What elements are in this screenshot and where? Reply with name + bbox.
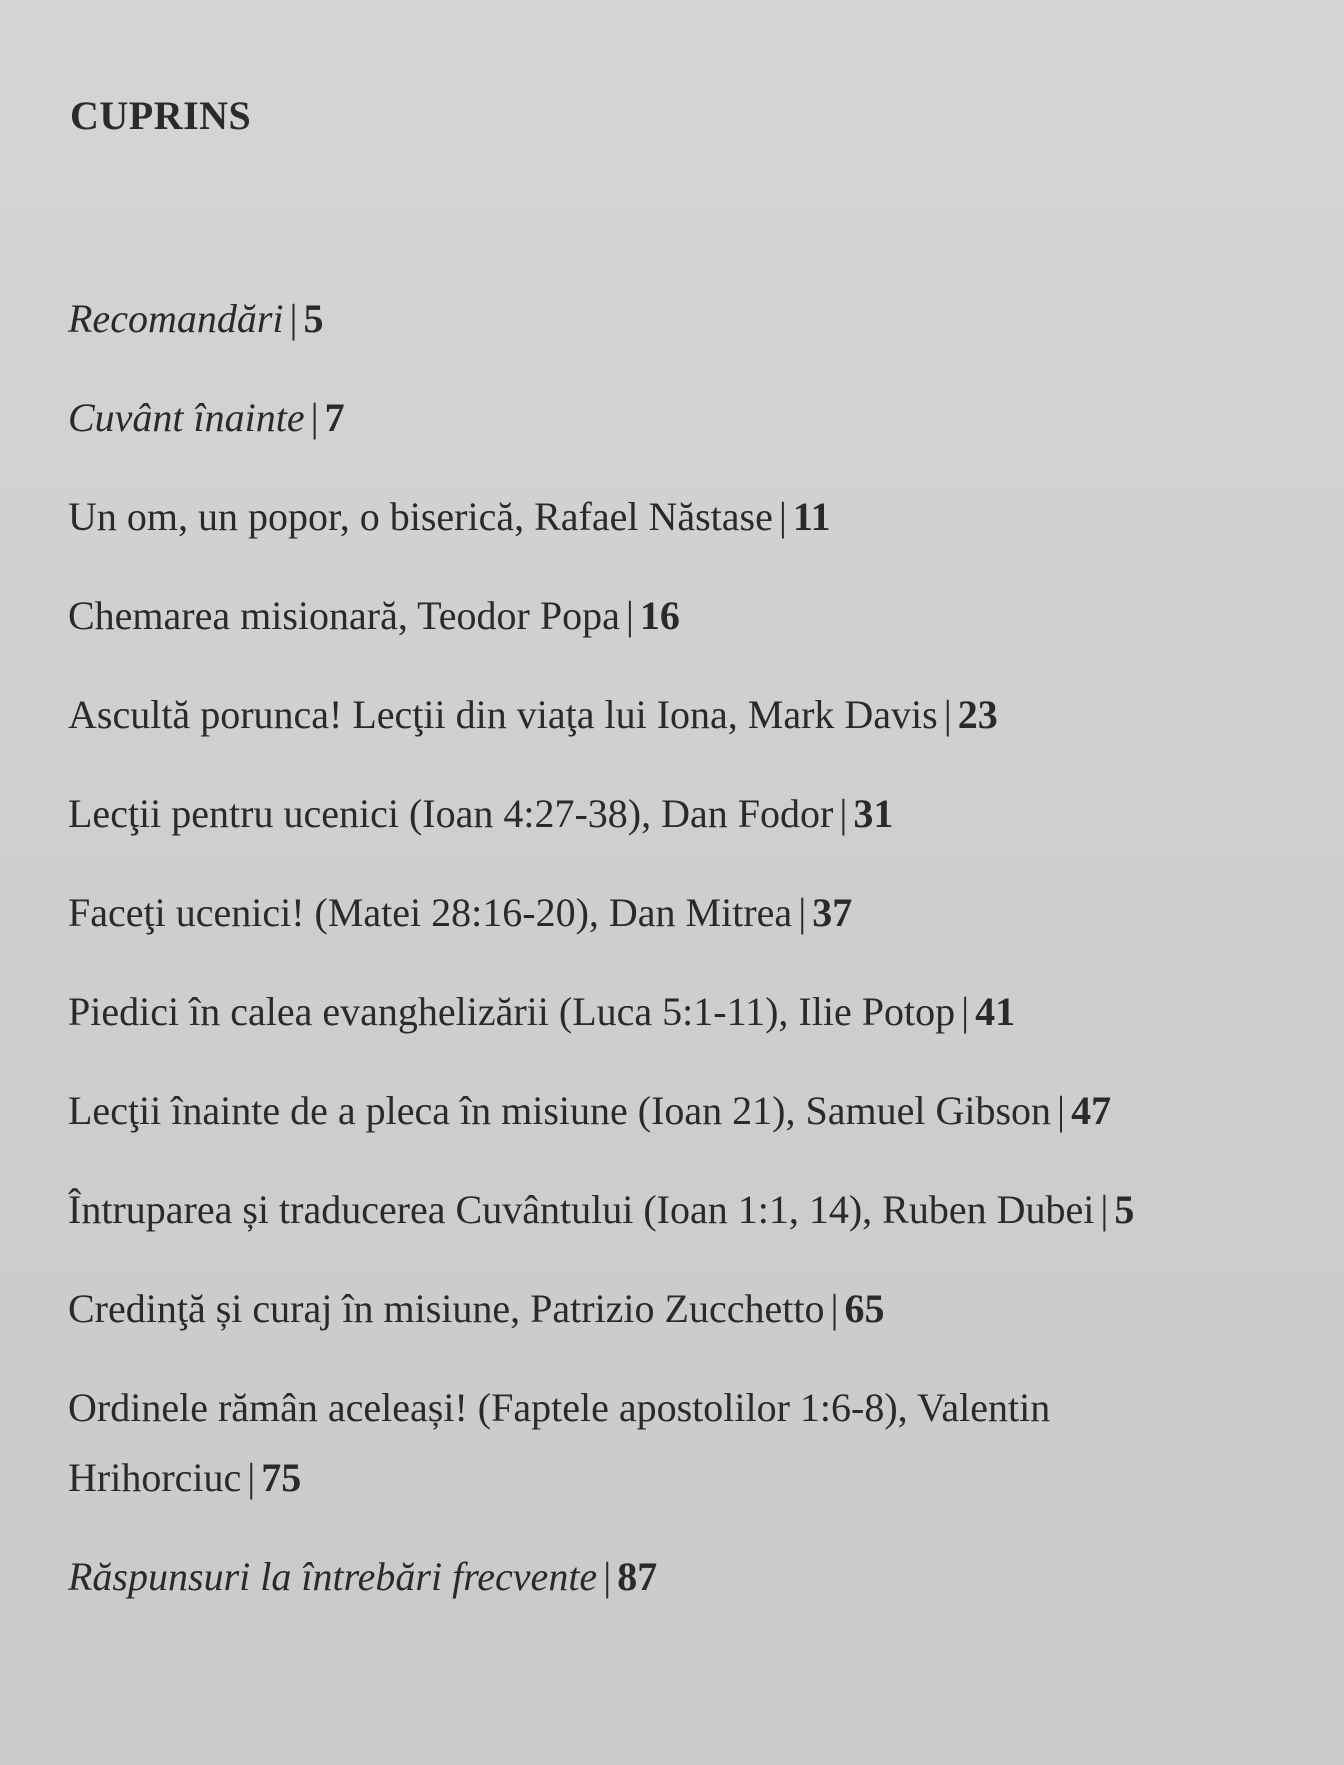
toc-page-number: 37 (812, 890, 853, 935)
toc-entry-title: Ordinele rămân aceleași! (Faptele apostolilor 1:6-8), Valentin Hrihorciuc (68, 1385, 1051, 1500)
toc-page-number: 5 (1114, 1187, 1135, 1232)
toc-page-number: 31 (853, 791, 894, 836)
toc-separator: | (830, 1286, 839, 1331)
toc-entry (68, 581, 1344, 651)
toc-entry (68, 383, 1344, 453)
toc-page-number: 7 (324, 395, 345, 440)
toc-page-number: 16 (639, 593, 680, 638)
toc-page-number: 11 (792, 494, 831, 539)
toc-entry-title: Întruparea și traducerea Cuvântului (Ioan 1:1, 14), Ruben Dubei (68, 1187, 1095, 1232)
toc-page-number: 87 (617, 1554, 658, 1599)
toc-page-number: 23 (957, 692, 998, 737)
toc-heading: CUPRINS (70, 93, 252, 138)
toc-entry-title: Lecţii înainte de a pleca în misiune (Ioan 21), Samuel Gibson (68, 1088, 1052, 1133)
toc-separator: | (961, 989, 970, 1034)
toc-entry (68, 878, 1344, 948)
toc-entry-title: Credinţă și curaj în misiune, Patrizio Zucchetto (68, 1286, 825, 1331)
toc-entry-title: Recomandări (68, 296, 284, 341)
toc-separator: | (625, 593, 634, 638)
toc-separator: | (798, 890, 807, 935)
toc-separator: | (310, 395, 319, 440)
toc-entry-title: Chemarea misionară, Teodor Popa (68, 593, 620, 638)
toc-entry (68, 779, 1344, 849)
toc-separator: | (1057, 1088, 1066, 1133)
toc-entry (68, 1542, 1344, 1612)
toc-separator: | (839, 791, 848, 836)
toc-entry (68, 1175, 1344, 1245)
toc-entry (68, 1373, 1248, 1513)
toc-entry (68, 284, 1344, 354)
toc-separator: | (778, 494, 787, 539)
toc-entry (68, 680, 1344, 750)
toc-separator: | (289, 296, 298, 341)
toc-entry (68, 482, 1344, 552)
toc-entry (68, 1274, 1344, 1344)
toc-entry-title: Răspunsuri la întrebări frecvente (68, 1554, 598, 1599)
toc-entry-title: Faceţi ucenici! (Matei 28:16-20), Dan Mitrea (68, 890, 793, 935)
toc-page-number: 75 (261, 1455, 302, 1500)
toc-page-number: 65 (844, 1286, 885, 1331)
toc-entry-title: Ascultă porunca! Lecţii din viaţa lui Iona, Mark Davis (68, 692, 938, 737)
toc-entry-title: Piedici în calea evanghelizării (Luca 5:1-11), Ilie Potop (68, 989, 956, 1034)
toc-page-number: 5 (303, 296, 324, 341)
toc-entry (68, 1076, 1344, 1146)
toc-entry-title: Lecţii pentru ucenici (Ioan 4:27-38), Dan Fodor (68, 791, 834, 836)
toc-entry (68, 977, 1344, 1047)
toc-page-number: 41 (975, 989, 1016, 1034)
table-of-contents (68, 284, 1344, 1641)
toc-page-number: 47 (1071, 1088, 1112, 1133)
toc-separator: | (247, 1455, 256, 1500)
toc-entry-title: Un om, un popor, o biserică, Rafael Năstase (68, 494, 773, 539)
toc-separator: | (943, 692, 952, 737)
toc-separator: | (603, 1554, 612, 1599)
toc-entry-title: Cuvânt înainte (68, 395, 305, 440)
toc-separator: | (1100, 1187, 1109, 1232)
